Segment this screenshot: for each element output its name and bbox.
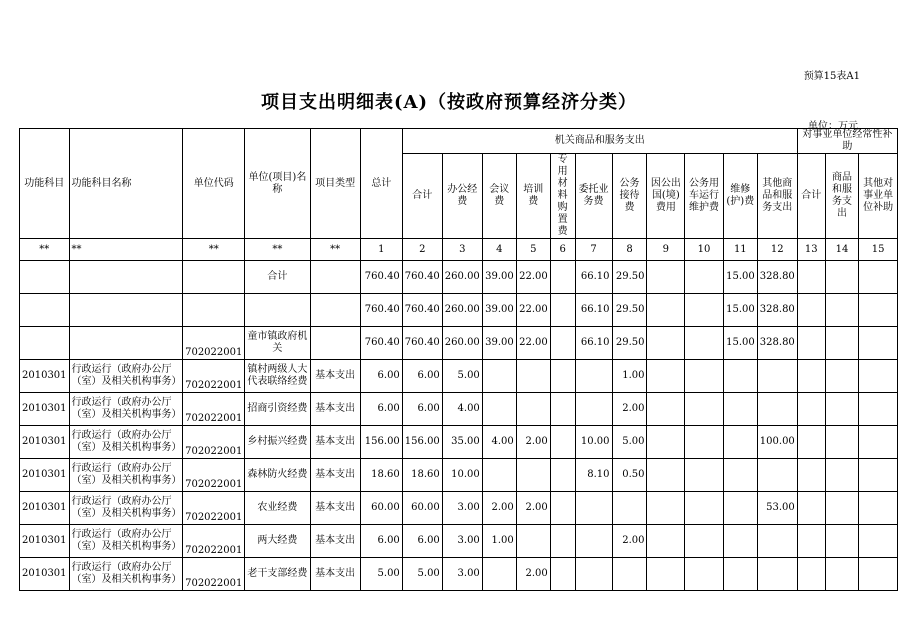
table-cell (685, 525, 724, 558)
table-cell (69, 294, 183, 327)
table-cell: 2010301 (20, 360, 70, 393)
table-cell (575, 492, 612, 525)
table-cell (723, 525, 757, 558)
table-cell: 行政运行（政府办公厅（室）及相关机构事务） (69, 525, 183, 558)
table-cell: 基本支出 (310, 426, 360, 459)
table-cell (550, 459, 575, 492)
table-cell (797, 393, 825, 426)
header-goods-col: 专用材料购置费 (550, 154, 575, 239)
table-cell (797, 327, 825, 360)
table-cell: 基本支出 (310, 492, 360, 525)
table-cell: 39.00 (482, 261, 516, 294)
table-cell: 10.00 (442, 459, 482, 492)
table-cell: 2010301 (20, 525, 70, 558)
header-unit-name: 单位(项目)名称 (245, 129, 310, 239)
table-cell: 328.80 (757, 261, 797, 294)
table-cell (685, 360, 724, 393)
header-subsidy-col: 其他对事业单位补助 (859, 154, 898, 239)
table-cell: 328.80 (757, 327, 797, 360)
table-cell: 260.00 (442, 261, 482, 294)
table-cell: 760.40 (402, 294, 442, 327)
table-cell (482, 393, 516, 426)
header-subsidy-col: 合计 (797, 154, 825, 239)
column-code: 15 (859, 239, 898, 261)
header-func-code: 功能科目 (20, 129, 70, 239)
column-code: ** (20, 239, 70, 261)
table-cell (647, 327, 685, 360)
table-cell (859, 459, 898, 492)
table-cell: 100.00 (757, 426, 797, 459)
table-cell (647, 558, 685, 591)
column-code: 2 (402, 239, 442, 261)
table-cell (685, 492, 724, 525)
table-cell: 60.00 (360, 492, 402, 525)
column-code: 14 (825, 239, 859, 261)
table-cell (797, 525, 825, 558)
table-cell (310, 261, 360, 294)
table-cell (723, 393, 757, 426)
table-cell: 22.00 (516, 327, 550, 360)
table-cell: 2010301 (20, 393, 70, 426)
table-cell: 招商引资经费 (245, 393, 310, 426)
table-cell (797, 261, 825, 294)
table-cell: 15.00 (723, 261, 757, 294)
table-cell (516, 459, 550, 492)
table-cell: 1.00 (482, 525, 516, 558)
table-cell (20, 327, 70, 360)
table-cell (825, 360, 859, 393)
column-code: 13 (797, 239, 825, 261)
table-cell: 702022001 (183, 492, 245, 525)
table-cell (797, 492, 825, 525)
table-cell: 18.60 (402, 459, 442, 492)
table-row (20, 393, 898, 426)
table-row (20, 558, 898, 591)
table-cell: 8.10 (575, 459, 612, 492)
table-cell (685, 327, 724, 360)
table-cell (245, 294, 310, 327)
table-cell: 5.00 (612, 426, 647, 459)
table-cell: 农业经费 (245, 492, 310, 525)
table-cell (685, 558, 724, 591)
table-cell (575, 393, 612, 426)
table-cell (550, 558, 575, 591)
table-cell (575, 360, 612, 393)
table-cell: 18.60 (360, 459, 402, 492)
table-cell: 乡村振兴经费 (245, 426, 310, 459)
table-cell (550, 261, 575, 294)
table-cell (859, 261, 898, 294)
table-cell: 童市镇政府机关 (245, 327, 310, 360)
table-cell (183, 261, 245, 294)
table-cell: 森林防火经费 (245, 459, 310, 492)
header-goods-col: 委托业务费 (575, 154, 612, 239)
table-cell: 行政运行（政府办公厅（室）及相关机构事务） (69, 459, 183, 492)
table-cell (685, 294, 724, 327)
table-cell: 760.40 (360, 261, 402, 294)
header-goods-col: 培训费 (516, 154, 550, 239)
table-cell: 行政运行（政府办公厅（室）及相关机构事务） (69, 360, 183, 393)
table-cell: 702022001 (183, 558, 245, 591)
table-cell: 5.00 (402, 558, 442, 591)
table-cell: 10.00 (575, 426, 612, 459)
table-cell (859, 327, 898, 360)
table-cell (575, 558, 612, 591)
table-cell: 0.50 (612, 459, 647, 492)
table-cell (825, 492, 859, 525)
table-cell (482, 360, 516, 393)
header-total: 总计 (360, 129, 402, 239)
table-cell (550, 492, 575, 525)
table-row (20, 261, 898, 294)
table-cell (482, 459, 516, 492)
column-code: ** (69, 239, 183, 261)
table-cell (183, 294, 245, 327)
table-cell: 基本支出 (310, 558, 360, 591)
table-cell: 702022001 (183, 360, 245, 393)
header-group-goods-services: 机关商品和服务支出 (402, 129, 797, 154)
table-cell: 5.00 (360, 558, 402, 591)
column-code: 3 (442, 239, 482, 261)
table-cell: 29.50 (612, 294, 647, 327)
table-cell: 53.00 (757, 492, 797, 525)
table-cell: 2010301 (20, 492, 70, 525)
table-cell (825, 525, 859, 558)
table-cell (612, 492, 647, 525)
table-cell (550, 360, 575, 393)
table-cell: 行政运行（政府办公厅（室）及相关机构事务） (69, 558, 183, 591)
table-cell (825, 393, 859, 426)
table-cell (612, 558, 647, 591)
table-cell (825, 426, 859, 459)
header-goods-col: 公务接待费 (612, 154, 647, 239)
table-cell (647, 426, 685, 459)
table-cell (797, 558, 825, 591)
column-code: 11 (723, 239, 757, 261)
header-group-subsidy: 对事业单位经常性补助 (797, 129, 897, 154)
table-cell (575, 525, 612, 558)
table-cell (550, 294, 575, 327)
table-cell: 基本支出 (310, 459, 360, 492)
table-row (20, 294, 898, 327)
table-row (20, 459, 898, 492)
table-cell: 702022001 (183, 459, 245, 492)
header-goods-col: 会议费 (482, 154, 516, 239)
table-cell: 5.00 (442, 360, 482, 393)
table-cell (723, 360, 757, 393)
table-cell: 156.00 (360, 426, 402, 459)
table-cell (825, 261, 859, 294)
table-cell: 基本支出 (310, 393, 360, 426)
table-cell (859, 558, 898, 591)
table-cell (310, 294, 360, 327)
table-cell: 6.00 (402, 393, 442, 426)
table-cell (859, 360, 898, 393)
table-cell (859, 525, 898, 558)
table-cell: 6.00 (360, 393, 402, 426)
table-cell: 4.00 (442, 393, 482, 426)
table-cell (723, 426, 757, 459)
header-goods-col: 维修(护)费 (723, 154, 757, 239)
table-cell (516, 525, 550, 558)
column-code: ** (183, 239, 245, 261)
table-cell: 行政运行（政府办公厅（室）及相关机构事务） (69, 492, 183, 525)
table-cell (825, 327, 859, 360)
table-row (20, 525, 898, 558)
table-cell: 702022001 (183, 393, 245, 426)
table-cell: 66.10 (575, 327, 612, 360)
table-cell (797, 294, 825, 327)
table-cell: 4.00 (482, 426, 516, 459)
table-cell (757, 525, 797, 558)
table-cell (797, 360, 825, 393)
table-row (20, 426, 898, 459)
table-cell (797, 426, 825, 459)
table-cell (685, 393, 724, 426)
form-code: 预算15表A1 (803, 71, 860, 82)
table-cell: 3.00 (442, 525, 482, 558)
table-cell: 702022001 (183, 327, 245, 360)
table-cell: 760.40 (402, 261, 442, 294)
table-cell: 328.80 (757, 294, 797, 327)
column-code: 9 (647, 239, 685, 261)
header-goods-col: 其他商品和服务支出 (757, 154, 797, 239)
table-cell: 2.00 (516, 558, 550, 591)
table-cell: 3.00 (442, 492, 482, 525)
table-cell: 2010301 (20, 426, 70, 459)
table-cell: 760.40 (402, 327, 442, 360)
column-code: 12 (757, 239, 797, 261)
table-cell: 22.00 (516, 261, 550, 294)
table-cell (516, 393, 550, 426)
table-cell: 66.10 (575, 294, 612, 327)
table-cell: 29.50 (612, 261, 647, 294)
table-cell: 镇村两级人大代表联络经费 (245, 360, 310, 393)
table-cell (757, 558, 797, 591)
column-code: 6 (550, 239, 575, 261)
table-cell (647, 261, 685, 294)
table-cell (550, 393, 575, 426)
table-cell: 行政运行（政府办公厅（室）及相关机构事务） (69, 393, 183, 426)
table-cell: 702022001 (183, 525, 245, 558)
table-cell: 2010301 (20, 558, 70, 591)
table-cell: 两大经费 (245, 525, 310, 558)
table-cell: 合计 (245, 261, 310, 294)
table-row (20, 492, 898, 525)
table-cell (310, 327, 360, 360)
table-cell (647, 525, 685, 558)
table-cell: 15.00 (723, 294, 757, 327)
header-func-name: 功能科目名称 (69, 129, 183, 239)
table-cell: 行政运行（政府办公厅（室）及相关机构事务） (69, 426, 183, 459)
table-cell (757, 459, 797, 492)
table-cell: 760.40 (360, 327, 402, 360)
table-cell: 6.00 (360, 360, 402, 393)
table-cell: 760.40 (360, 294, 402, 327)
table-cell (859, 492, 898, 525)
table-cell (685, 426, 724, 459)
table-cell (723, 492, 757, 525)
table-cell: 260.00 (442, 294, 482, 327)
table-cell: 2.00 (516, 492, 550, 525)
table-cell (550, 327, 575, 360)
table-cell: 基本支出 (310, 360, 360, 393)
table-cell (20, 294, 70, 327)
table-cell (516, 360, 550, 393)
table-cell (757, 360, 797, 393)
table-cell (859, 393, 898, 426)
column-code: 5 (516, 239, 550, 261)
table-cell (825, 459, 859, 492)
table-cell (647, 294, 685, 327)
table-cell (685, 459, 724, 492)
table-cell (69, 261, 183, 294)
table-cell (723, 558, 757, 591)
table-cell (685, 261, 724, 294)
header-goods-col: 公务用车运行维护费 (685, 154, 724, 239)
header-unit-code: 单位代码 (183, 129, 245, 239)
table-cell: 6.00 (360, 525, 402, 558)
table-cell: 66.10 (575, 261, 612, 294)
page-title: 项目支出明细表(A)（按政府预算经济分类） (261, 92, 637, 113)
column-code: 4 (482, 239, 516, 261)
table-cell (859, 294, 898, 327)
table-cell: 2.00 (482, 492, 516, 525)
header-goods-col: 因公出国(境)费用 (647, 154, 685, 239)
table-cell: 35.00 (442, 426, 482, 459)
column-code: ** (245, 239, 310, 261)
header-goods-col: 办公经费 (442, 154, 482, 239)
table-cell: 2.00 (516, 426, 550, 459)
table-cell: 2.00 (612, 393, 647, 426)
table-cell: 39.00 (482, 294, 516, 327)
table-cell: 156.00 (402, 426, 442, 459)
table-cell: 6.00 (402, 360, 442, 393)
table-cell: 6.00 (402, 525, 442, 558)
table-cell (859, 426, 898, 459)
table-row (20, 360, 898, 393)
unit-label: 单位：万元 (808, 121, 858, 132)
header-project-type: 项目类型 (310, 129, 360, 239)
table-cell (69, 327, 183, 360)
table-cell (647, 492, 685, 525)
table-cell: 老干支部经费 (245, 558, 310, 591)
table-cell: 2.00 (612, 525, 647, 558)
budget-table (19, 128, 898, 591)
table-cell: 1.00 (612, 360, 647, 393)
table-cell (550, 525, 575, 558)
table-cell: 29.50 (612, 327, 647, 360)
column-code: 7 (575, 239, 612, 261)
column-code: 8 (612, 239, 647, 261)
table-cell: 60.00 (402, 492, 442, 525)
table-cell: 22.00 (516, 294, 550, 327)
table-cell (825, 294, 859, 327)
table-cell (723, 459, 757, 492)
table-cell (797, 459, 825, 492)
table-cell (550, 426, 575, 459)
table-cell (825, 558, 859, 591)
header-subsidy-col: 商品和服务支出 (825, 154, 859, 239)
table-cell (647, 459, 685, 492)
table-cell: 15.00 (723, 327, 757, 360)
table-cell (20, 261, 70, 294)
table-cell: 基本支出 (310, 525, 360, 558)
table-cell: 702022001 (183, 426, 245, 459)
table-cell: 2010301 (20, 459, 70, 492)
table-cell: 260.00 (442, 327, 482, 360)
table-cell (647, 393, 685, 426)
table-cell (482, 558, 516, 591)
column-code: 1 (360, 239, 402, 261)
table-cell (757, 393, 797, 426)
table-cell (647, 360, 685, 393)
column-code: 10 (685, 239, 724, 261)
table-row (20, 327, 898, 360)
header-goods-col: 合计 (402, 154, 442, 239)
table-cell: 39.00 (482, 327, 516, 360)
table-cell: 3.00 (442, 558, 482, 591)
column-code: ** (310, 239, 360, 261)
